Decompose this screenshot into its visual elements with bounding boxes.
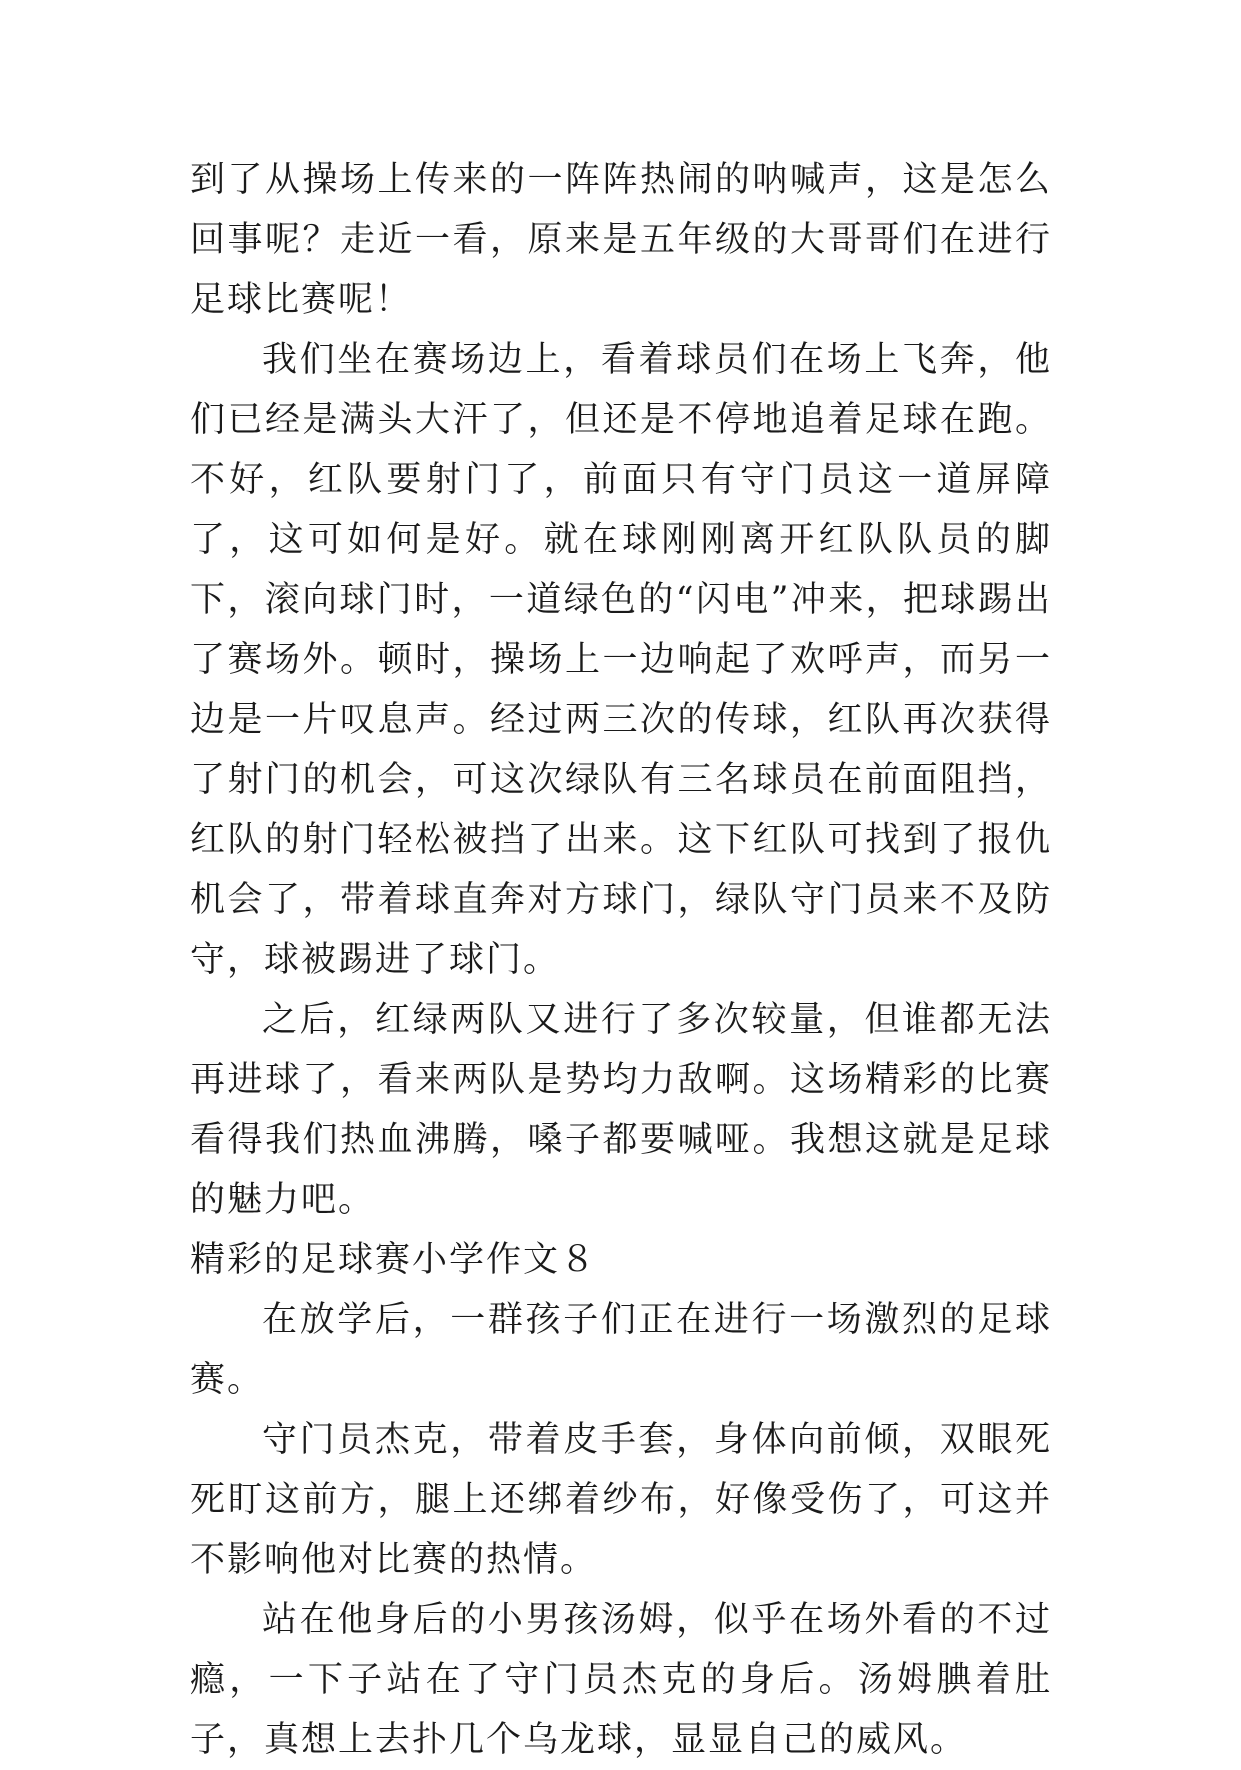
paragraph-after-school: 在放学后，一群孩子们正在进行一场激烈的足球赛。: [190, 1300, 1052, 1400]
paragraph-continuation: 到了从操场上传来的一阵阵热闹的呐喊声，这是怎么回事呢？走近一看，原来是五年级的大哥哥们在进行足球比赛呢！: [190, 160, 1052, 320]
paragraph-match-conclusion: 之后，红绿两队又进行了多次较量，但谁都无法再进球了，看来两队是势均力敌啊。这场精彩的比赛看得我们热血沸腾，嗓子都要喊哑。我想这就是足球的魅力吧。: [190, 1000, 1052, 1220]
paragraph-tom: 站在他身后的小男孩汤姆，似乎在场外看的不过瘾，一下子站在了守门员杰克的身后。汤姆腆着肚子，真想上去扑几个乌龙球，显显自己的威风。: [190, 1600, 1052, 1760]
paragraph-goalkeeper: 守门员杰克，带着皮手套，身体向前倾，双眼死死盯这前方，腿上还绑着纱布，好像受伤了，可这并不影响他对比赛的热情。: [190, 1420, 1052, 1580]
paragraph-match-action: 我们坐在赛场边上，看着球员们在场上飞奔，他们已经是满头大汗了，但还是不停地追着足球在跑。不好，红队要射门了，前面只有守门员这一道屏障了，这可如何是好。就在球刚刚离开红队队员的脚下，滚向球门时，一道绿色的“闪电”冲来，把球踢出了赛场外。顿时，操场上一边响起了欢呼声，而另一边是一片叹息声。经过两三次的传球，红队再次获得了射门的机会，可这次绿队有三名球员在前面阻挡，红队的射门轻松被挡了出来。这下红队可找到了报仇机会了，带着球直奔对方球门，绿队守门员来不及防守，球被踢进了球门。: [190, 340, 1052, 980]
essay-heading: 精彩的足球赛小学作文８: [190, 1240, 598, 1280]
document-page: [190, 150, 1052, 1770]
